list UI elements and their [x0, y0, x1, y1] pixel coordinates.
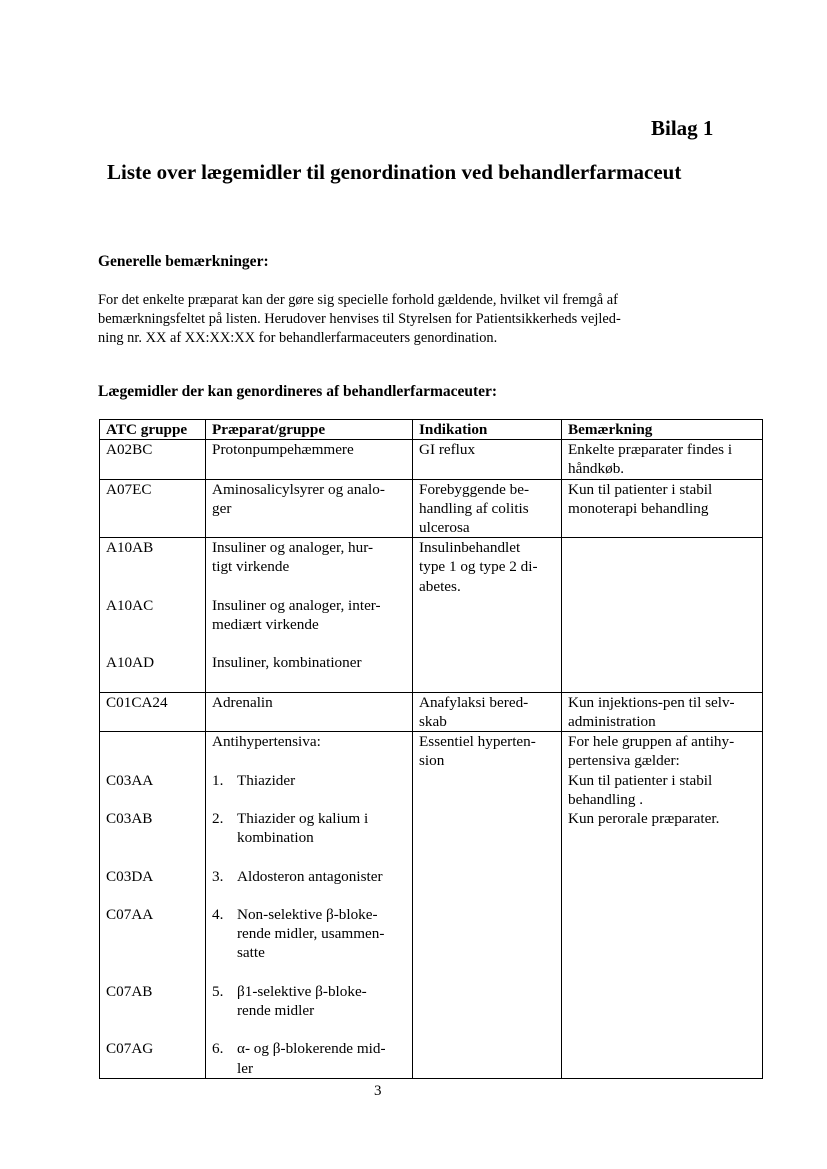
column-header-atc: ATC gruppe: [100, 420, 206, 440]
remark-line: Enkelte præparater findes i: [568, 441, 733, 459]
indication-line: Essentiel hyperten-: [419, 733, 536, 751]
preparation: Adrenalin: [212, 693, 273, 711]
preparation-line: ger: [212, 499, 232, 517]
indication-line: Insulinbehandlet: [419, 539, 521, 557]
remark-line: behandling .: [568, 790, 644, 808]
remark-line: For hele gruppen af antihy-: [568, 733, 735, 751]
list-number: 4.: [212, 905, 224, 923]
preparation-line: Insuliner og analoger, hur-: [212, 539, 374, 557]
list-number: 6.: [212, 1040, 224, 1058]
atc-code: C03AB: [106, 809, 153, 827]
list-number: 2.: [212, 809, 224, 827]
remark-line: monoterapi behandling: [568, 499, 709, 517]
column-header-remark: Bemærkning: [562, 420, 763, 440]
remark-line: administration: [568, 712, 656, 730]
atc-code: C03AA: [106, 771, 154, 789]
table-row: [100, 692, 763, 731]
remark-line: Kun til patienter i stabil: [568, 771, 713, 789]
list-item: [212, 867, 406, 886]
general-remarks-line: ning nr. XX af XX:XX:XX for behandlerfarmaceuters genordination.: [98, 330, 498, 346]
preparation-line: tigt virkende: [212, 558, 290, 576]
table-row: [100, 440, 763, 479]
remark-line: håndkøb.: [568, 460, 625, 478]
list-item-text: satte: [237, 944, 265, 962]
page-title: Liste over lægemidler til genordination ved behandlerfarmaceut: [107, 160, 682, 184]
list-item-text: kombination: [237, 829, 314, 847]
list-item: [212, 771, 406, 790]
medicines-table: [99, 419, 763, 1079]
atc-code: A10AD: [106, 654, 155, 672]
atc-code: C07AB: [106, 982, 153, 1000]
list-item-text: α- og β-blokerende mid-: [237, 1040, 386, 1058]
indication-line: handling af colitis: [419, 499, 529, 517]
appendix-label: Bilag 1: [651, 116, 714, 140]
list-item-text: rende midler, usammen-: [237, 925, 385, 943]
list-item-text: β1-selektive β-bloke-: [237, 982, 367, 1000]
list-item: [212, 905, 406, 924]
list-item-text: Non-selektive β-bloke-: [237, 905, 378, 923]
indication-line: Anafylaksi bered-: [419, 693, 529, 711]
indication-line: abetes.: [419, 577, 461, 595]
general-remarks-line: bemærkningsfeltet på listen. Herudover henvises til Styrelsen for Patientsikkerheds vejled-: [98, 311, 621, 327]
preparation-line: Insuliner, kombinationer: [212, 654, 362, 672]
list-item: [212, 809, 406, 828]
atc-code: C07AA: [106, 905, 154, 923]
atc-code: A10AC: [106, 596, 154, 614]
remark-line: Kun perorale præparater.: [568, 809, 720, 827]
general-remarks-heading: Generelle bemærkninger:: [98, 253, 269, 270]
atc-code: C01CA24: [106, 693, 168, 711]
remark-line: pertensiva gælder:: [568, 752, 680, 770]
list-item-text: Thiazider: [237, 771, 296, 789]
indication-line: ulcerosa: [419, 519, 470, 537]
general-remarks-line: For det enkelte præparat kan der gøre sig specielle forhold gældende, hvilket vil fremgå af: [98, 292, 618, 308]
list-item: [212, 1039, 406, 1058]
atc-code: A02BC: [106, 441, 153, 459]
list-number: 5.: [212, 982, 224, 1000]
table-header-row: [100, 420, 763, 440]
preparation-line: mediært virkende: [212, 616, 319, 634]
table-row: [100, 538, 763, 693]
list-item-text: ler: [237, 1059, 254, 1077]
preparation-line: Insuliner og analoger, inter-: [212, 596, 381, 614]
atc-code: C07AG: [106, 1040, 154, 1058]
list-item: [212, 982, 406, 1001]
atc-code: C03DA: [106, 867, 154, 885]
preparation-line: Aminosalicylsyrer og analo-: [212, 480, 385, 498]
list-number: 3.: [212, 867, 224, 885]
table-row: [100, 479, 763, 538]
indication: GI reflux: [419, 441, 476, 459]
atc-code: A07EC: [106, 480, 152, 498]
atc-code: A10AB: [106, 539, 154, 557]
preparation: Protonpumpehæmmere: [212, 441, 354, 459]
table-row: [100, 732, 763, 1079]
indication-line: skab: [419, 712, 447, 730]
list-item-text: rende midler: [237, 1001, 315, 1019]
list-number: 1.: [212, 771, 224, 789]
list-item-text: Thiazider og kalium i: [237, 809, 369, 827]
indication-line: type 1 og type 2 di-: [419, 558, 538, 576]
list-item-text: Aldosteron antagonister: [237, 867, 383, 885]
indication-line: sion: [419, 752, 445, 770]
group-heading: Antihypertensiva:: [212, 733, 321, 751]
remark-line: Kun til patienter i stabil: [568, 480, 713, 498]
column-header-indication: Indikation: [413, 420, 562, 440]
medicines-table-heading: Lægemidler der kan genordineres af behandlerfarmaceuter:: [98, 383, 498, 400]
page-number: 3: [374, 1083, 382, 1099]
column-header-preparation: Præparat/gruppe: [206, 420, 413, 440]
remark-line: Kun injektions-pen til selv-: [568, 693, 735, 711]
indication-line: Forebyggende be-: [419, 480, 530, 498]
